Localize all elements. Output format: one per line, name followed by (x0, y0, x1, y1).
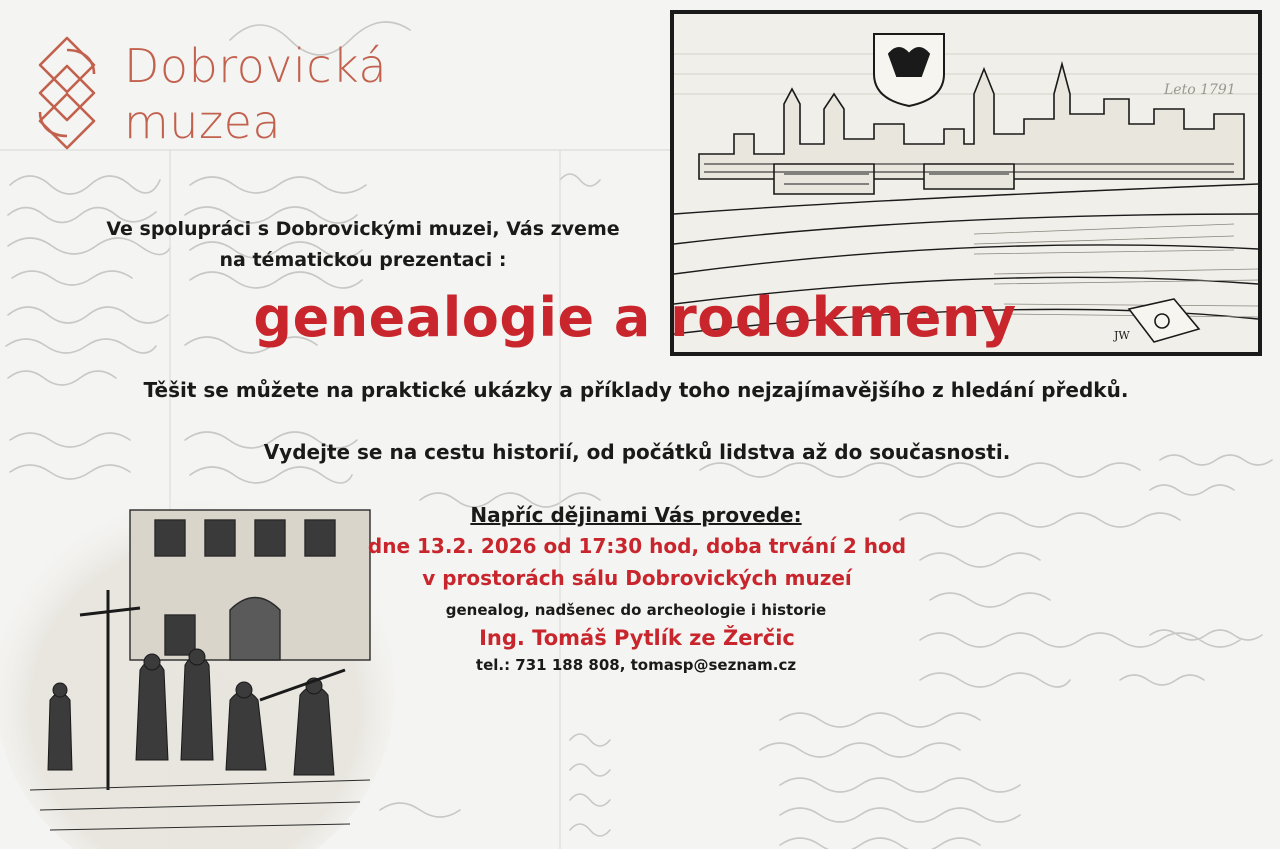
presenter-contact[interactable]: tel.: 731 188 808, tomasp@seznam.cz (475, 656, 797, 674)
event-date: dne 13.2. 2026 od 17:30 hod, doba trvání 2 hod (367, 534, 907, 558)
event-venue: v prostorách sálu Dobrovických muzeí (422, 566, 852, 590)
event-title: genealogie a rodokmeny (253, 286, 1017, 349)
museum-logo (36, 36, 416, 176)
coat-of-arms-icon (874, 34, 944, 106)
logo-line-1: Dobrovická (124, 39, 388, 93)
interlocked-diamond-logo-icon (36, 36, 98, 152)
intro-line-1: Ve spolupráci s Dobrovickými muzei, Vás zveme (106, 218, 620, 240)
logo-wordmark (124, 38, 387, 150)
guide-heading: Napříc dějinami Vás provede: (470, 503, 802, 527)
description-paragraph-1: Těšit se můžete na praktické ukázky a příklady toho nejzajímavějšího z hledání předků. (143, 378, 1129, 402)
engraving-signature: JW (1114, 329, 1130, 342)
presenter-role: genealog, nadšenec do archeologie i historie (445, 601, 827, 619)
intro-line-2: na tématickou prezentaci : (219, 249, 507, 271)
logo-line-2: muzea (124, 95, 282, 149)
presenter-name: Ing. Tomáš Pytlík ze Žerčic (479, 626, 795, 650)
description-paragraph-2: Vydejte se na cestu historií, od počátků lidstva až do současnosti. (263, 440, 1011, 464)
engraving-year-note: Leto 1791 (1164, 82, 1236, 98)
